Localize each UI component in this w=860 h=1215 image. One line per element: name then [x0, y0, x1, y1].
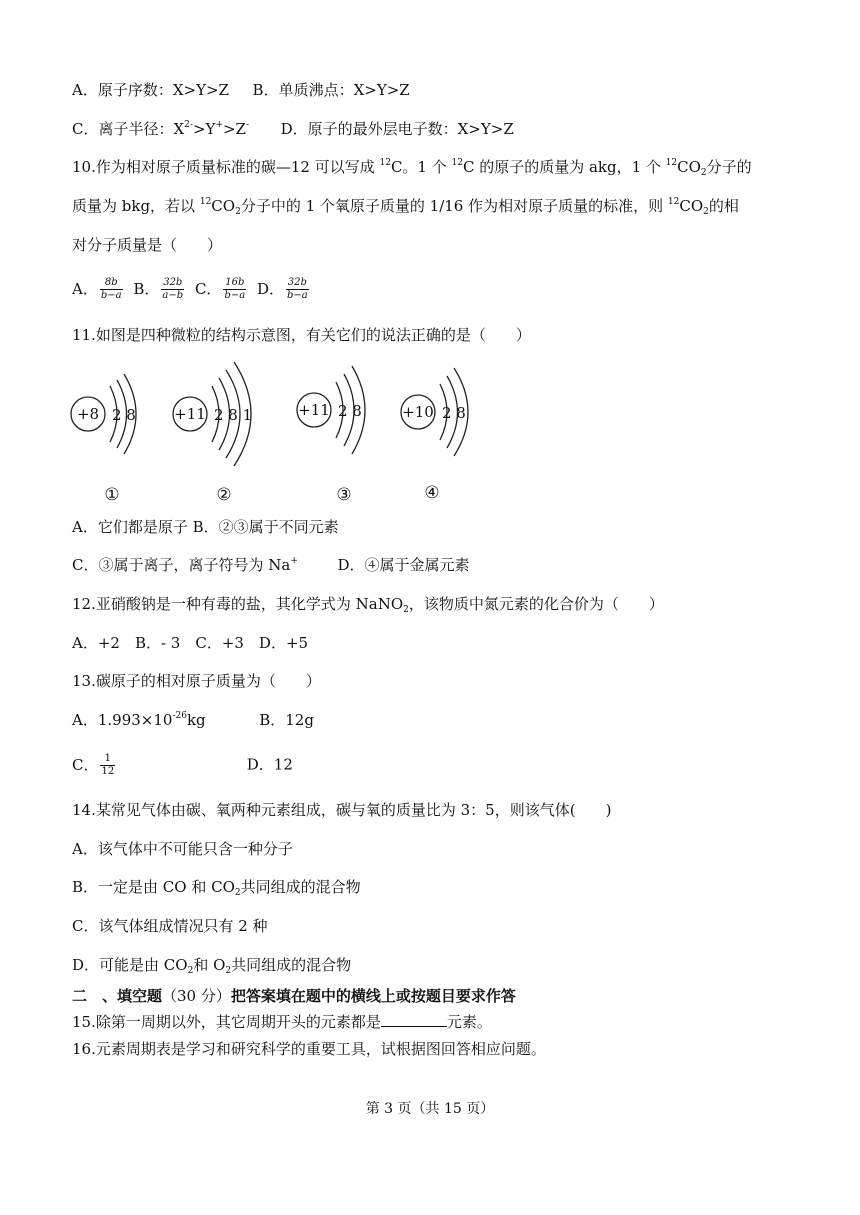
q14-option-d: D．可能是由 $CO_2$和 $O_2$共同组成的混合物 [72, 956, 352, 976]
q12-options: A．+2 B．- 3 C．+3 D．+5 [72, 634, 309, 652]
q15-text: 15.除第一周期以外，其它周期开头的元素都是 元素。 [72, 1013, 492, 1031]
particle-1-shells: 2 8 [112, 406, 136, 424]
q16-text: 16.元素周期表是学习和研究科学的重要工具，试根据图回答相应问题。 [72, 1040, 546, 1058]
q10-stem-line2: 质量为 bkg，若以 $^{12}CO_2$分子中的 1 个氧原子质量的 1/16 作为相对原子质量的标准，则 $^{12}CO_2$的相 [72, 197, 739, 217]
q10-option-d: D． $\frac{32b}{b-a}$ [256, 277, 308, 301]
q11-particle-diagram [0, 358, 860, 508]
q14-stem: 14.某常见气体由碳、氧两种元素组成，碳与氧的质量比为 3：5，则该气体( ) [72, 801, 612, 819]
q13-options-cd [72, 753, 293, 778]
q11-option-c: C．③属于离子，离子符号为 Na+ [72, 556, 298, 574]
particle-1-nucleus-charge: +8 [76, 405, 100, 423]
particle-3-label: ③ [336, 485, 352, 505]
q13-option-b: B．12g [259, 711, 314, 729]
q9-option-a: A．原子序数：X>Y>Z [72, 81, 229, 99]
q11-options-ab: A．它们都是原子 B．②③属于不同元素 [72, 518, 339, 536]
q11-stem: 11.如图是四种微粒的结构示意图，有关它们的说法正确的是（ ） [72, 326, 531, 344]
q10-options [72, 277, 315, 302]
q9-option-d: D．原子的最外层电子数：X>Y>Z [280, 120, 514, 138]
particle-2-shells: 2 8 1 [214, 406, 253, 424]
q10-stem-line3: 对分子质量是（ ） [72, 236, 223, 254]
q9-options-ab [72, 80, 410, 100]
q13-option-c: C． $\frac{1}{12}$ [72, 753, 115, 777]
q12-stem: 12.亚硝酸钠是一种有毒的盐，其化学式为 NaNO$_2$，该物质中氮元素的化合价为（ ） [72, 595, 664, 615]
q13-option-d: D．12 [246, 755, 293, 774]
q10-option-c: C． $\frac{16b}{b-a}$ [194, 277, 246, 301]
section-heading: 二 、填空题（30 分）把答案填在题中的横线上或按题目要求作答 [72, 987, 516, 1005]
particle-2-label: ② [216, 485, 232, 505]
q9-options-cd [72, 119, 514, 139]
q13-options-ab [72, 710, 314, 730]
q14-option-a: A．该气体中不可能只含一种分子 [72, 840, 293, 858]
q9-option-c: C．离子半径：$X^{2-}>Y^+>Z^-$ [72, 120, 250, 138]
particle-4-label: ④ [424, 483, 440, 503]
particle-2-nucleus-charge: +11 [174, 405, 206, 423]
particle-1-label: ① [104, 485, 120, 505]
q11-option-d: D．④属于金属元素 [337, 556, 470, 574]
particle-4-shells: 2 8 [442, 404, 466, 422]
particle-3-shells: 2 8 [338, 402, 362, 420]
q13-stem: 13.碳原子的相对原子质量为（ ） [72, 672, 321, 690]
q10-option-b: B． $\frac{32b}{a-b}$ [133, 277, 184, 301]
page-footer: 第 3 页（共 15 页） [365, 1101, 495, 1117]
q13-option-a: A．$1.993\times 10^{-26}kg$ [72, 711, 206, 729]
particle-4-nucleus-charge: +10 [402, 403, 434, 421]
particle-3-nucleus-charge: +11 [298, 401, 330, 419]
q15-answer-blank[interactable] [381, 1012, 447, 1027]
q10-option-a: A． $\frac{8b}{b-a}$ [72, 277, 122, 301]
q9-option-b: B．单质沸点：X>Y>Z [252, 81, 410, 99]
q10-stem-line1: 10.作为相对原子质量标准的碳—12 可以写成 $^{12}$C。1 个 $^{12}$C 的原子的质量为 akg，1 个 $^{12}CO_2$分子的 [72, 158, 752, 178]
q14-option-b: B．一定是由 CO 和 $CO_2$共同组成的混合物 [72, 878, 361, 898]
q14-option-c: C．该气体组成情况只有 2 种 [72, 917, 268, 935]
q11-options-cd [72, 555, 469, 575]
